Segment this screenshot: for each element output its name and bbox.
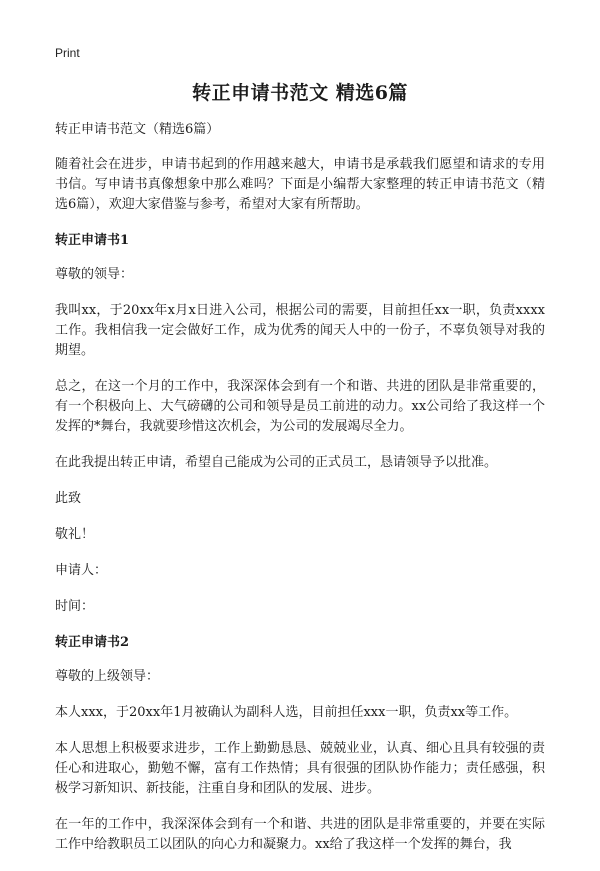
letter-1-closing-2: 敬礼！ [55, 527, 95, 542]
section-heading-letter-1: 转正申请书1 [55, 233, 130, 248]
letter-1-paragraph-1: 我叫xx，于20xx年x月x日进入公司，根据公司的需要，目前担任xx一职，负责xxxx工作。我相信我一定会做好工作，成为优秀的闻天人中的一份子，不辜负领导对我的期望。 [55, 303, 545, 358]
letter-2-greeting: 尊敬的上级领导： [55, 669, 160, 684]
letter-1-closing-1: 此致 [55, 491, 82, 506]
letter-1-paragraph-3: 在此我提出转正申请，希望自己能成为公司的正式员工，恳请领导予以批准。 [55, 455, 498, 470]
letter-1-greeting: 尊敬的领导： [55, 267, 134, 282]
section-heading-letter-2: 转正申请书2 [55, 635, 130, 650]
letter-2-paragraph-1: 本人xxx，于20xx年1月被确认为副科人选，目前担任xxx一职，负责xx等工作。 [55, 705, 518, 720]
print-link[interactable]: Print [55, 46, 80, 60]
letter-1-time: 时间： [55, 599, 95, 614]
letter-1-applicant: 申请人： [55, 563, 108, 578]
article-body [55, 120, 545, 871]
page-title: 转正申请书范文 精选6篇 [192, 82, 408, 104]
letter-1-paragraph-2: 总之，在这一个月的工作中，我深深体会到有一个和谐、共进的团队是非常重要的，有一个积极向上、大气磅礴的公司和领导是员工前进的动力。xx公司给了我这样一个发挥的*舞台，我就要珍惜这次机会，为公司的发展竭尽全力。 [55, 379, 545, 434]
letter-2-paragraph-3: 在一年的工作中，我深深体会到有一个和谐、共进的团队是非常重要的，并要在实际工作中给教职员工以团队的向心力和凝聚力。xx给了我这样一个发挥的舞台，我 [55, 817, 545, 852]
letter-2-paragraph-2: 本人思想上积极要求进步，工作上勤勤恳恳、兢兢业业，认真、细心且具有较强的责任心和进取心，勤勉不懈，富有工作热情；具有很强的团队协作能力；责任感强，积极学习新知识、新技能，注重自身和团队的发展、进步。 [55, 741, 545, 796]
subtitle: 转正申请书范文（精选6篇） [55, 122, 220, 137]
intro-paragraph: 随着社会在进步，申请书起到的作用越来越大，申请书是承载我们愿望和请求的专用书信。写申请书真像想象中那么难吗？下面是小编帮大家整理的转正申请书范文（精选6篇），欢迎大家借鉴与参考，希望对大家有所帮助。 [55, 157, 545, 212]
